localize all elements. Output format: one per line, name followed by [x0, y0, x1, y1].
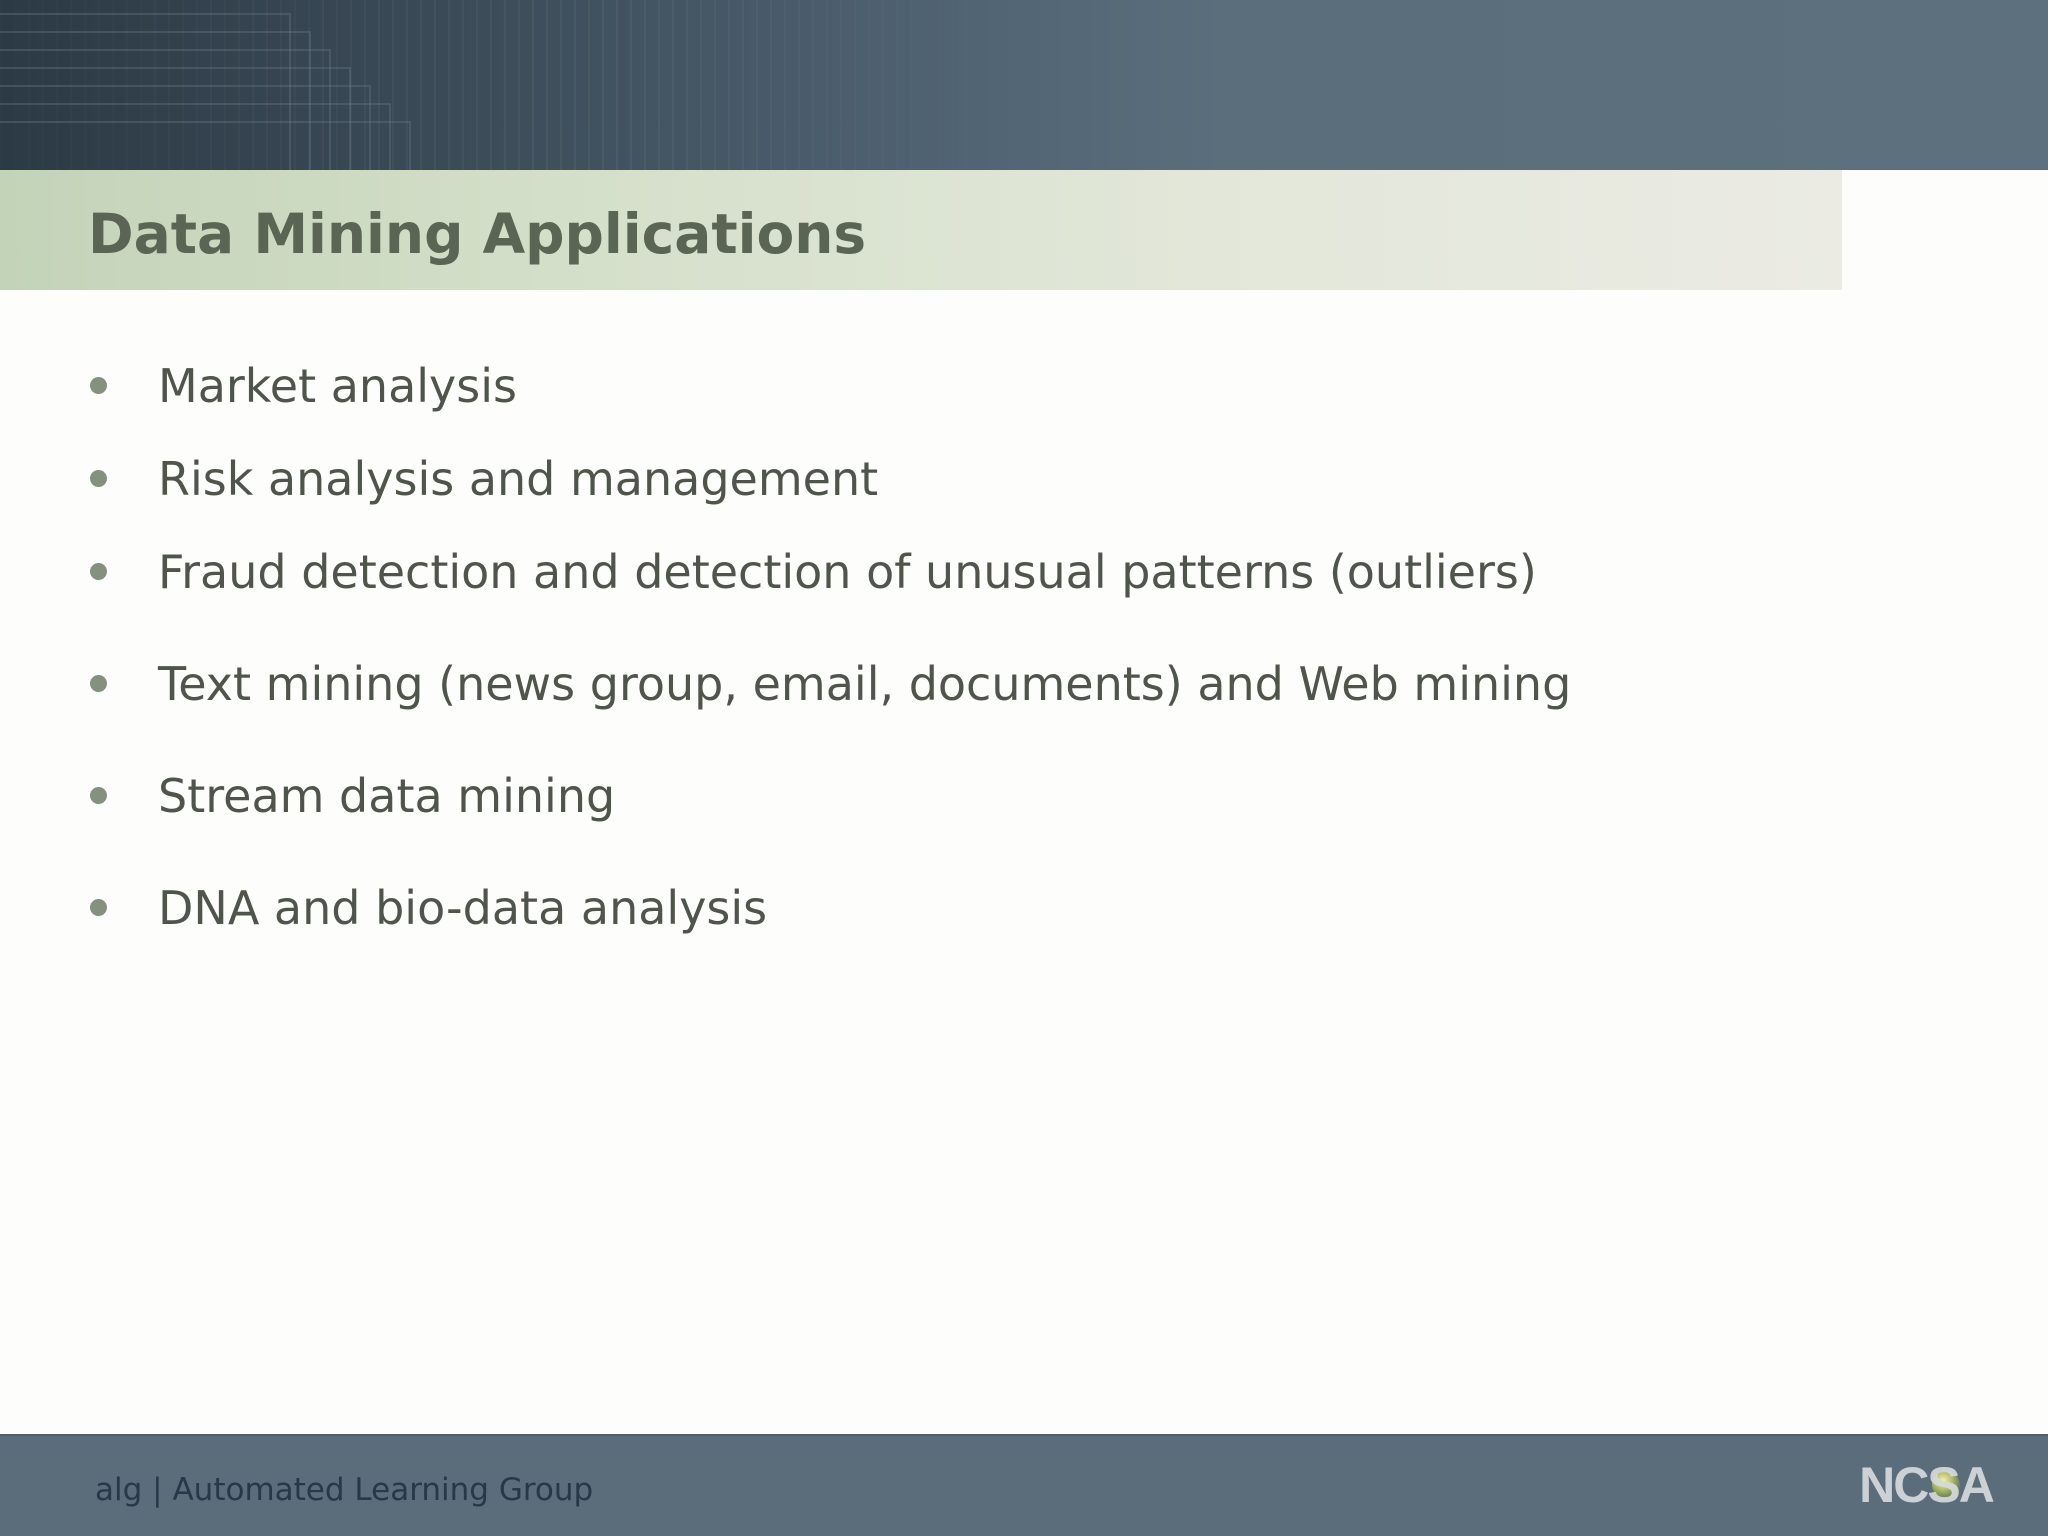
- footer-separator: |: [152, 1472, 163, 1508]
- bullet-item: [0, 534, 1700, 604]
- logo-text: NCSA: [1859, 1457, 1993, 1513]
- ncsa-logo: [1838, 1455, 2014, 1515]
- bullet-dot-icon: [90, 470, 107, 487]
- bullet-dot-icon: [90, 787, 107, 804]
- bullet-item: [0, 441, 1700, 511]
- bullet-dot-icon: [90, 899, 107, 916]
- header-banner: [0, 0, 2048, 170]
- banner-stripes: [0, 0, 1020, 170]
- bullet-text: DNA and bio-data analysis: [158, 881, 768, 935]
- slide-title: Data Mining Applications: [88, 202, 867, 266]
- bullet-item: [0, 758, 1700, 828]
- bullet-text: Text mining (news group, email, documents) and Web mining: [158, 657, 1572, 711]
- bullet-text: Market analysis: [158, 359, 517, 413]
- bullet-dot-icon: [90, 563, 107, 580]
- footer-group-name: Automated Learning Group: [172, 1472, 594, 1508]
- footer-group-abbr: alg: [95, 1472, 143, 1508]
- bullet-item: [0, 348, 1700, 418]
- bullet-item: [0, 646, 1700, 716]
- bullet-text: Risk analysis and management: [158, 452, 879, 506]
- bullet-dot-icon: [90, 377, 107, 394]
- bullet-item: [0, 870, 1700, 940]
- bullet-text: Stream data mining: [158, 769, 616, 823]
- bullet-dot-icon: [90, 675, 107, 692]
- footer-label: [95, 1468, 593, 1512]
- bullet-text: Fraud detection and detection of unusual patterns (outliers): [158, 545, 1537, 599]
